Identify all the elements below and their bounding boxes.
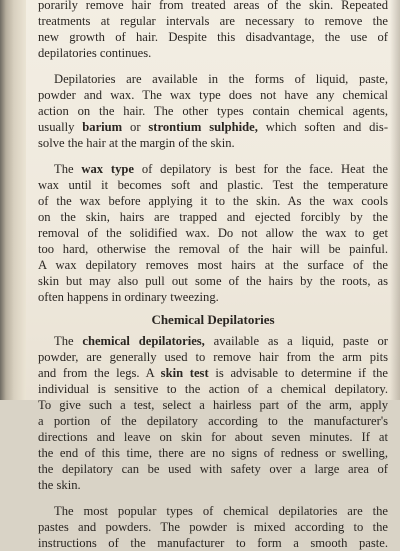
- paragraph-popular: [38, 503, 388, 551]
- book-gutter: [0, 0, 26, 400]
- text-line: new growth of hair. Despite this disadvantage, the use of: [38, 30, 388, 44]
- book-page: [26, 0, 400, 550]
- text-span: of depilatory is best for the face. Heat the: [134, 162, 388, 176]
- text-line: [38, 333, 388, 349]
- text-line: depilatories continues.: [38, 46, 152, 60]
- text-line: solve the hair at the margin of the skin.: [38, 136, 235, 150]
- bold-term: chemical depilatories,: [82, 334, 205, 348]
- text-line: powder, are generally used to remove hair from the arm pits: [38, 350, 388, 364]
- text-line: [38, 161, 388, 177]
- text-line: porarily remove hair from treated areas of the skin. Repeated: [38, 0, 388, 12]
- text-span: is advisable to determine if the: [208, 366, 389, 380]
- paragraph-forms: [38, 71, 388, 151]
- text-line: [38, 365, 388, 381]
- text-span: The: [54, 162, 82, 176]
- text-line: To give such a test, select a hairless part of the arm, apply: [38, 398, 388, 412]
- text-span: which soften and dis-: [257, 120, 389, 134]
- text-line: wax until it becomes soft and plastic. Test the temperature: [38, 178, 388, 192]
- paragraph-top: [38, 0, 388, 61]
- text-line: powder and wax. The wax type does not have any chemical: [38, 88, 388, 102]
- text-line: the end of this time, there are no signs of redness or swelling,: [38, 446, 388, 460]
- text-line: [38, 119, 388, 135]
- bold-term: strontium sulphide,: [148, 120, 258, 134]
- text-span: The: [54, 334, 83, 348]
- text-line: often happens in ordinary tweezing.: [38, 290, 219, 304]
- text-line: the skin.: [38, 478, 81, 492]
- text-line: skin but may also pull out some of the hairs by the roots, as: [38, 274, 388, 288]
- text-line: on the skin, hairs are trapped and ejected forcibly by the: [38, 210, 388, 224]
- text-span: or: [122, 120, 149, 134]
- text-line: too hard, otherwise the removal of the hair will be painful.: [38, 242, 388, 256]
- text-line: treatments at regular intervals are necessary to remove the: [38, 14, 388, 28]
- paragraph-wax: [38, 161, 388, 305]
- bold-term: wax type: [81, 162, 135, 176]
- text-line: The most popular types of chemical depilatories are the: [54, 504, 388, 518]
- page-text: [38, 0, 388, 551]
- text-line: instructions of the manufacturer to form a smooth paste.: [38, 536, 388, 550]
- text-line: individual is sensitive to the action of a chemical depilatory.: [38, 382, 388, 396]
- bold-term: barium: [82, 120, 123, 134]
- text-span: available as a liquid, paste or: [204, 334, 388, 348]
- text-line: the depilatory can be used with safety over a large area of: [38, 462, 388, 476]
- text-line: A wax depilatory removes most hairs at the surface of the: [38, 258, 388, 272]
- section-heading: Chemical Depilatories: [151, 312, 275, 327]
- text-line: removal of the solidified wax. Do not allow the wax to get: [38, 226, 388, 240]
- text-line: pastes and powders. The powder is mixed according to the: [38, 520, 388, 534]
- text-span: and from the legs. A: [38, 366, 161, 380]
- text-line: of the wax before applying it to the skin. As the wax cools: [38, 194, 388, 208]
- text-line: directions and leave on skin for about seven minutes. If at: [38, 430, 388, 444]
- bold-term: skin test: [160, 366, 209, 380]
- paragraph-chemical: [38, 333, 388, 493]
- text-line: a portion of the depilatory according to the manufacturer's: [38, 414, 388, 428]
- text-line: action on the hair. The other types contain chemical agents,: [38, 104, 388, 118]
- text-span: usually: [38, 120, 83, 134]
- text-line: Depilatories are available in the forms of liquid, paste,: [54, 72, 388, 86]
